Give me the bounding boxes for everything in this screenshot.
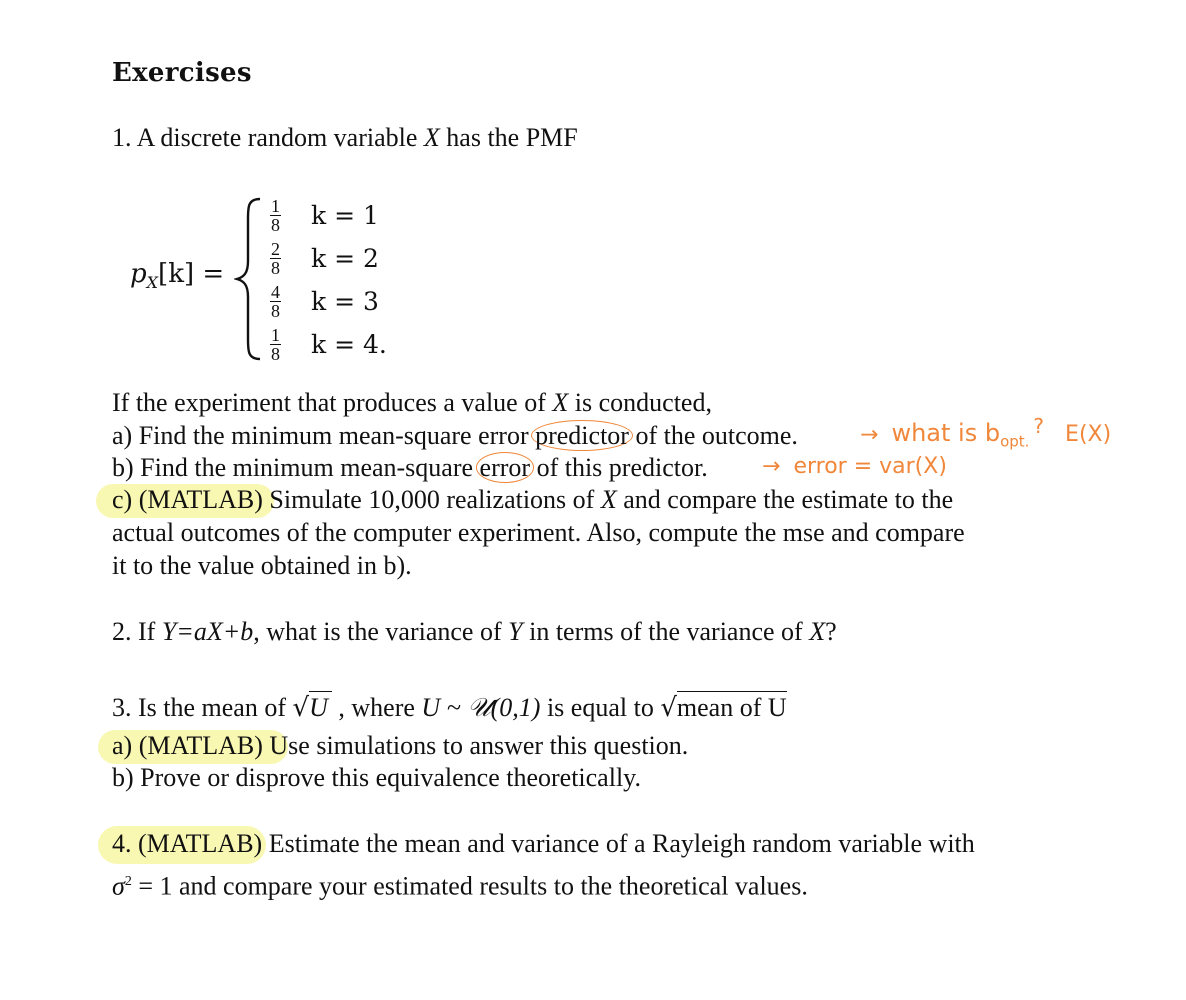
pmf-brace [234, 197, 264, 361]
pmf-condition: k = 4. [311, 329, 387, 359]
q4-line2: $\sigma^2 = 1$ and compare your estimated results to the theoretical values. [112, 871, 808, 901]
q4-line1: 4. (MATLAB) Estimate the mean and variance of a Rayleigh random variable with [112, 829, 975, 858]
pmf-fraction: $\frac{1}{8}$ [271, 324, 280, 364]
pmf-fraction: $\frac{1}{8}$ [271, 195, 280, 235]
q3-part-a: a) (MATLAB) Use simulations to answer this question. [112, 731, 689, 760]
q1-part-b: b) Find the minimum mean-square error of this predictor. [112, 453, 708, 482]
q2-text: 2. If Y=aX+b, what is the variance of Y in terms of the variance of X? [112, 617, 837, 646]
pmf-condition: k = 3 [311, 286, 379, 316]
pmf-fraction: $\frac{4}{8}$ [271, 281, 280, 321]
pmf-row [270, 281, 379, 321]
q1-intro: 1. A discrete random variable X has the PMF [112, 123, 578, 152]
q1-part-c: c) (MATLAB) Simulate 10,000 realizations of X and compare the estimate to the [112, 485, 954, 514]
q1-part-a: a) Find the minimum mean-square error predictor of the outcome. [112, 421, 798, 450]
sqrt-icon: √ [660, 693, 677, 723]
q1-condition: If the experiment that produces a value of X is conducted, [112, 388, 712, 417]
circled-error: error [476, 452, 535, 483]
annotation-error: → error = var(X) [762, 454, 947, 479]
circled-predictor: predictor [531, 420, 633, 451]
pmf-condition: k = 1 [311, 200, 379, 230]
q1-part-c-line2: actual outcomes of the computer experiment. Also, compute the mse and compare [112, 518, 965, 547]
q3-part-b: b) Prove or disprove this equivalence theoretically. [112, 763, 641, 792]
pmf-equation [130, 195, 430, 365]
pmf-fraction: $\frac{2}{8}$ [271, 238, 280, 278]
annotation-predictor: → what is $b_{opt.}^?$ E(X) [860, 414, 1112, 451]
q3-text: 3. Is the mean of √U , where U ~ 𝒰(0,1) is equal to √mean of U [112, 693, 787, 723]
arrow-icon: → [860, 422, 879, 448]
page-title: Exercises [112, 58, 252, 88]
sqrt-icon: √ [292, 693, 310, 723]
pmf-condition: k = 2 [311, 243, 379, 273]
pmf-lhs: $p_X[k]$ = [130, 259, 225, 293]
pmf-row [270, 238, 379, 278]
q1-part-c-line3: it to the value obtained in b). [112, 551, 412, 580]
arrow-icon: → [762, 454, 781, 479]
pmf-row [270, 324, 387, 364]
pmf-row [270, 195, 379, 235]
